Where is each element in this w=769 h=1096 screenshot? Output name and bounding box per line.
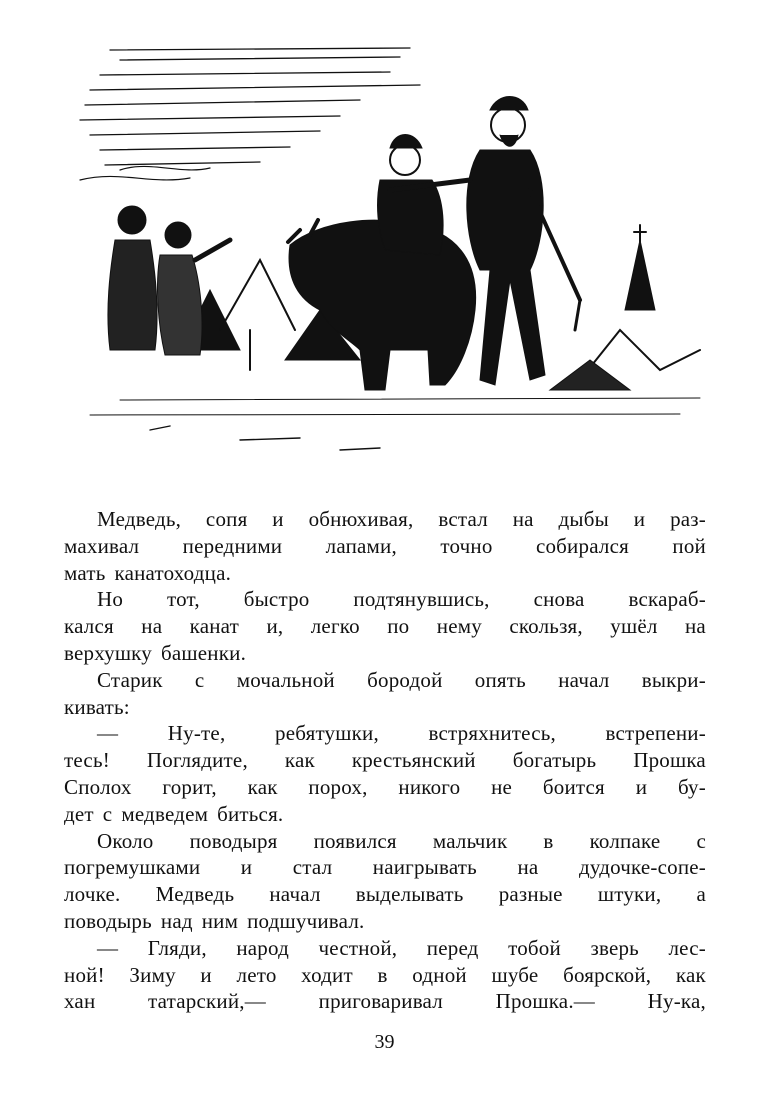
word: ходит: [301, 962, 353, 987]
word: Старик: [97, 667, 163, 692]
word: ребятушки,: [275, 721, 379, 746]
word: как: [284, 748, 315, 773]
text-line: [64, 881, 706, 908]
word: наигрывать: [372, 855, 477, 880]
word: с: [696, 828, 706, 853]
word: Медведь: [155, 882, 235, 907]
word: приговаривал: [318, 989, 443, 1014]
word: начал: [269, 882, 321, 907]
word: одной: [412, 962, 467, 987]
word: разные: [498, 882, 563, 907]
word: пой: [672, 533, 706, 558]
word: выделывать: [355, 882, 464, 907]
word: тобой: [508, 935, 561, 960]
word: с: [102, 801, 113, 826]
text-line: [64, 774, 706, 801]
word: верхушку: [64, 640, 152, 665]
word: Но: [97, 587, 124, 612]
word: по: [387, 614, 410, 639]
page-number: 39: [374, 1031, 395, 1053]
word: быстро: [243, 587, 310, 612]
word: начал: [558, 667, 610, 692]
word: башенки.: [161, 640, 247, 665]
word: Медведь,: [97, 507, 182, 531]
word: —: [97, 935, 119, 960]
word: точно: [440, 533, 493, 558]
word: мать: [64, 560, 106, 585]
word: Поглядите,: [146, 748, 248, 773]
word: Ну-ка,: [647, 989, 706, 1014]
word: выкри-: [641, 667, 706, 692]
word: с: [194, 667, 205, 692]
word: тесь!: [64, 748, 110, 773]
word: лето: [236, 962, 277, 987]
word: а: [696, 882, 706, 907]
word: медведем: [121, 801, 209, 826]
word: как: [247, 774, 278, 799]
word: встряхнитесь,: [428, 721, 556, 746]
word: опять: [474, 667, 526, 692]
word: честной,: [318, 935, 398, 960]
text-line: [64, 962, 706, 989]
word: лочке.: [64, 882, 121, 907]
word: лес-: [668, 935, 706, 960]
word: передними: [182, 533, 283, 558]
word: снова: [533, 587, 585, 612]
text-line: [64, 586, 706, 613]
word: колпаке: [589, 828, 661, 853]
text-line: [64, 613, 706, 640]
word: погремушками: [64, 855, 201, 880]
word: боится: [542, 774, 605, 799]
word: Около: [97, 828, 154, 853]
word: хан: [64, 989, 96, 1014]
word: ушёл: [610, 614, 658, 639]
word: на: [684, 614, 706, 639]
text-line: [64, 988, 706, 1015]
word: не: [491, 774, 513, 799]
word: Зиму: [129, 962, 176, 987]
word: мальчик: [432, 828, 508, 853]
word: крестьянский: [351, 748, 476, 773]
word: боярской,: [563, 962, 652, 987]
word: мочальной: [236, 667, 335, 692]
word: над: [160, 908, 193, 933]
word: нему: [436, 614, 482, 639]
word: горит,: [162, 774, 217, 799]
word: встрепени-: [605, 721, 706, 746]
text-line: [64, 560, 706, 587]
text-line: [64, 747, 706, 774]
body-text: [64, 506, 706, 1015]
text-line: [64, 694, 706, 721]
word: Ну-те,: [167, 721, 226, 746]
word: сопя: [205, 507, 248, 531]
word: встал: [438, 507, 488, 531]
word: раз-: [670, 507, 706, 531]
word: и: [240, 855, 253, 880]
word: поводырь: [64, 908, 152, 933]
word: скользя,: [509, 614, 583, 639]
text-line: [64, 854, 706, 881]
word: перед: [426, 935, 479, 960]
word: легко: [310, 614, 360, 639]
word: появился: [313, 828, 397, 853]
word: и: [635, 774, 648, 799]
word: махивал: [64, 533, 140, 558]
word: дыбы: [558, 507, 609, 531]
word: на: [517, 855, 539, 880]
word: Сполох: [64, 774, 132, 799]
word: шубе: [491, 962, 539, 987]
word: ним: [201, 908, 239, 933]
word: ной!: [64, 962, 105, 987]
word: Гляди,: [147, 935, 207, 960]
word: дет: [64, 801, 94, 826]
word: народ: [236, 935, 289, 960]
text-line: [64, 667, 706, 694]
word: поводыря: [189, 828, 278, 853]
word: никого: [398, 774, 461, 799]
word: татарский,—: [148, 989, 266, 1014]
text-line: [64, 935, 706, 962]
word: богатырь: [512, 748, 597, 773]
word: подшучивал.: [247, 908, 365, 933]
word: бу-: [677, 774, 706, 799]
word: биться.: [217, 801, 284, 826]
word: в: [377, 962, 388, 987]
word: и,: [266, 614, 284, 639]
bear-and-travelers-ink-drawing-icon: [60, 30, 710, 470]
word: кался: [64, 614, 114, 639]
word: канатоходца.: [114, 560, 232, 585]
word: порох,: [308, 774, 368, 799]
word: штуки,: [597, 882, 662, 907]
text-line: [64, 533, 706, 560]
text-line: [64, 640, 706, 667]
word: обнюхивая,: [308, 507, 414, 531]
word: и: [272, 507, 284, 531]
word: лапами,: [325, 533, 397, 558]
word: канат: [189, 614, 240, 639]
word: в: [543, 828, 554, 853]
word: подтянувшись,: [353, 587, 490, 612]
word: тот,: [167, 587, 200, 612]
word: стал: [292, 855, 333, 880]
word: кивать:: [64, 694, 130, 719]
word: собирался: [535, 533, 629, 558]
word: дудочке-сопе-: [578, 855, 706, 880]
word: на: [141, 614, 163, 639]
word: бородой: [367, 667, 443, 692]
word: и: [200, 962, 212, 987]
word: как: [675, 962, 706, 987]
word: вскараб-: [628, 587, 706, 612]
word: зверь: [590, 935, 639, 960]
word: Прошка.—: [495, 989, 595, 1014]
text-line: [64, 720, 706, 747]
word: Прошка: [633, 748, 706, 773]
word: —: [97, 721, 119, 746]
text-line: [64, 908, 706, 935]
word: и: [633, 507, 646, 531]
word: на: [512, 507, 534, 531]
text-line: [64, 506, 706, 533]
text-line: [64, 801, 706, 828]
text-line: [64, 828, 706, 855]
